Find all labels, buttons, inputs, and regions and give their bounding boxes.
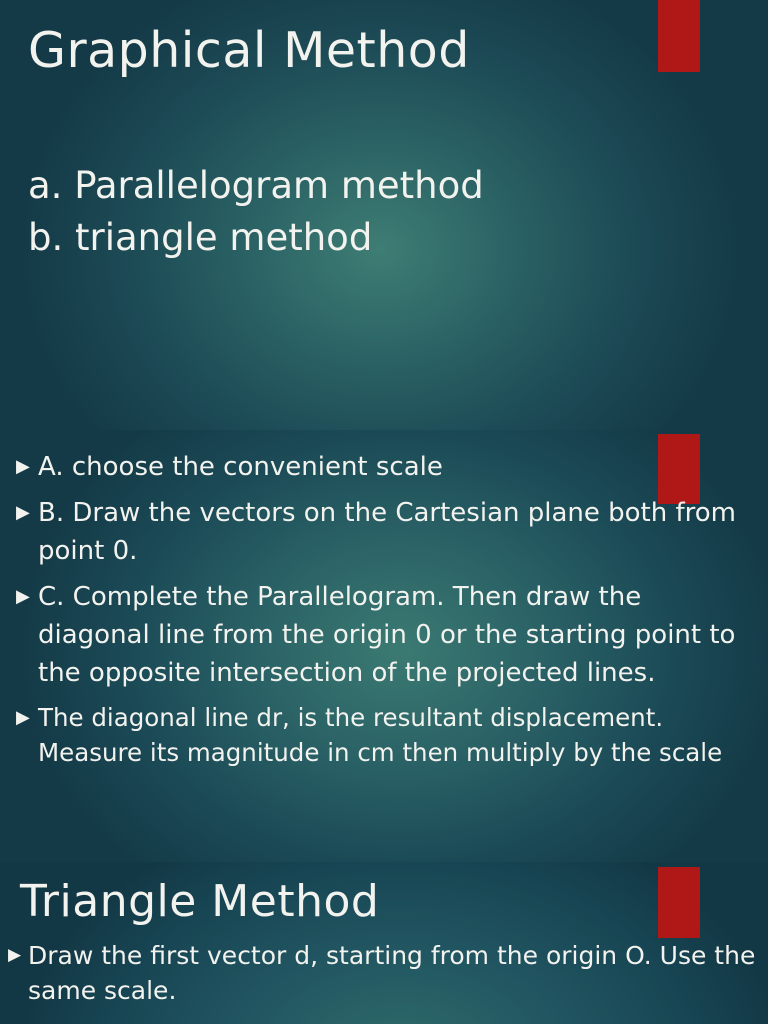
method-item: a. Parallelogram method [28, 164, 484, 207]
slide-triangle-method [0, 862, 768, 1024]
step-list [6, 938, 766, 1008]
slide-graphical-method [0, 0, 768, 430]
list-item [14, 700, 754, 770]
list-item [14, 494, 754, 570]
triangle-bullet-icon: ▶ [8, 945, 22, 965]
list-item-text: B. Draw the vectors on the Cartesian plane both from point 0. [38, 498, 737, 566]
method-item: b. triangle method [28, 216, 373, 259]
method-list [28, 160, 484, 264]
step-list [14, 448, 754, 778]
triangle-bullet-icon: ▶ [16, 707, 30, 728]
slide-title: Triangle Method [20, 876, 380, 927]
accent-bar [658, 0, 700, 72]
list-item-text: C. Complete the Parallelogram. Then draw the diagonal line from the origin 0 or the starting point to the opposite intersection of the projected lines. [38, 582, 736, 688]
list-item-text: Draw the first vector d, starting from the origin O. Use the same scale. [28, 941, 756, 1005]
list-item-text: A. choose the convenient scale [38, 452, 443, 482]
triangle-bullet-icon: ▶ [16, 502, 30, 523]
slide-parallelogram-steps [0, 430, 768, 862]
triangle-bullet-icon: ▶ [16, 586, 30, 607]
list-item-text: The diagonal line dr, is the resultant displacement. Measure its magnitude in cm then multiply by the scale [38, 703, 723, 767]
slide-title: Graphical Method [28, 22, 470, 79]
triangle-bullet-icon: ▶ [16, 456, 30, 477]
accent-bar [658, 867, 700, 938]
list-item [6, 938, 766, 1008]
list-item [14, 578, 754, 692]
list-item [14, 448, 754, 486]
